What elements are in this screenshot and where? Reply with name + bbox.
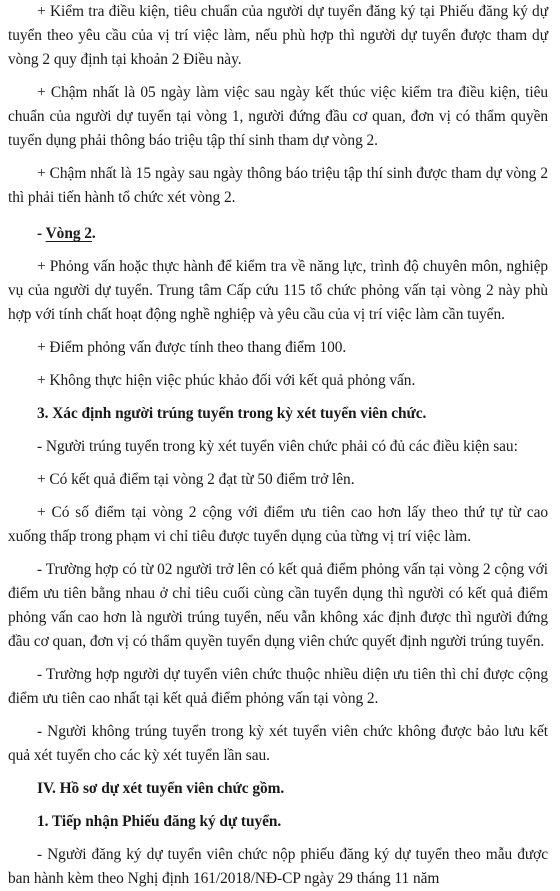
paragraph-winner-conditions: - Người trúng tuyển trong kỳ xét tuyển viên chức phải có đủ các điều kiện sau: <box>37 438 518 455</box>
heading-vong-2-label: Vòng 2 <box>45 225 92 242</box>
paragraph-multiple-priority: - Trường hợp người dự tuyển viên chức thuộc nhiều diện ưu tiên thì chỉ được cộng điểm ưu tiên cao nhất tại kết quả điểm phỏng vấn tại vòng 2. <box>8 666 548 707</box>
paragraph-check-conditions: + Kiểm tra điều kiện, tiêu chuẩn của người dự tuyển đăng ký tại Phiếu đăng ký dự tuyển theo yêu cầu của vị trí việc làm, nếu phù hợp thì người dự tuyển được tham dự vòng 2 quy định tại khoản 2 Điều này. <box>8 3 548 68</box>
paragraph-priority-order: + Có số điểm tại vòng 2 cộng với điểm ưu tiên cao hơn lấy theo thứ tự từ cao xuống thấp trong phạm vi chỉ tiêu được tuyển dụng của từng vị trí việc làm. <box>8 504 548 545</box>
paragraph-interview-practice: + Phỏng vấn hoặc thực hành để kiểm tra về năng lực, trình độ chuyên môn, nghiệp vụ của người dự tuyển. Trung tâm Cấp cứu 115 tổ chức phỏng vấn tại vòng 2 này phù hợp với tính chất hoạt động nghề nghiệp và yêu cầu của vị trí việc làm cần tuyển. <box>8 258 548 323</box>
heading-vong-2 <box>8 222 548 246</box>
paragraph-score-scale: + Điểm phỏng vấn được tính theo thang điểm 100. <box>37 339 347 356</box>
heading-subsection-1: 1. Tiếp nhận Phiếu đăng ký dự tuyển. <box>37 813 282 830</box>
heading-section-iv: IV. Hồ sơ dự xét tuyển viên chức gồm. <box>37 780 285 797</box>
paragraph-no-reserve: - Người không trúng tuyển trong kỳ xét tuyển viên chức không được bảo lưu kết quả xét tuyển cho các kỳ xét tuyển lần sau. <box>8 723 548 764</box>
paragraph-registration-form: - Người đăng ký dự tuyển viên chức nộp phiếu đăng ký dự tuyển theo mẫu được ban hành kèm theo Nghị định 161/2018/NĐ-CP ngày 29 tháng 11 năm <box>8 846 548 887</box>
paragraph-no-review: + Không thực hiện việc phúc khảo đối với kết quả phỏng vấn. <box>37 372 416 389</box>
paragraph-deadline-05-days: + Chậm nhất là 05 ngày làm việc sau ngày kết thúc việc kiểm tra điều kiện, tiêu chuẩn của người dự tuyển tại vòng 1, người đứng đầu cơ quan, đơn vị có thẩm quyền tuyển dụng phải thông báo triệu tập thí sinh tham dự vòng 2. <box>8 84 548 149</box>
heading-section-3: 3. Xác định người trúng tuyển trong kỳ xét tuyển viên chức. <box>37 405 427 422</box>
heading-vong-2-prefix: - <box>37 225 46 242</box>
paragraph-score-50: + Có kết quả điểm tại vòng 2 đạt từ 50 điểm trở lên. <box>37 471 355 488</box>
paragraph-deadline-15-days: + Chậm nhất là 15 ngày sau ngày thông báo triệu tập thí sinh được tham dự vòng 2 thì phải tiến hành tổ chức xét vòng 2. <box>8 165 548 206</box>
heading-vong-2-suffix: . <box>91 225 96 242</box>
paragraph-tie-case: - Trường hợp có từ 02 người trở lên có kết quả điểm phỏng vấn tại vòng 2 cộng với điểm ưu tiên bằng nhau ở chỉ tiêu cuối cùng cần tuyển dụng thì người có kết quả điểm phỏng vấn cao hơn là người trúng tuyển, nếu vẫn không xác định được thì người đứng đầu cơ quan, đơn vị có thẩm quyền tuyển dụng viên chức quyết định người trúng tuyển. <box>8 561 548 650</box>
